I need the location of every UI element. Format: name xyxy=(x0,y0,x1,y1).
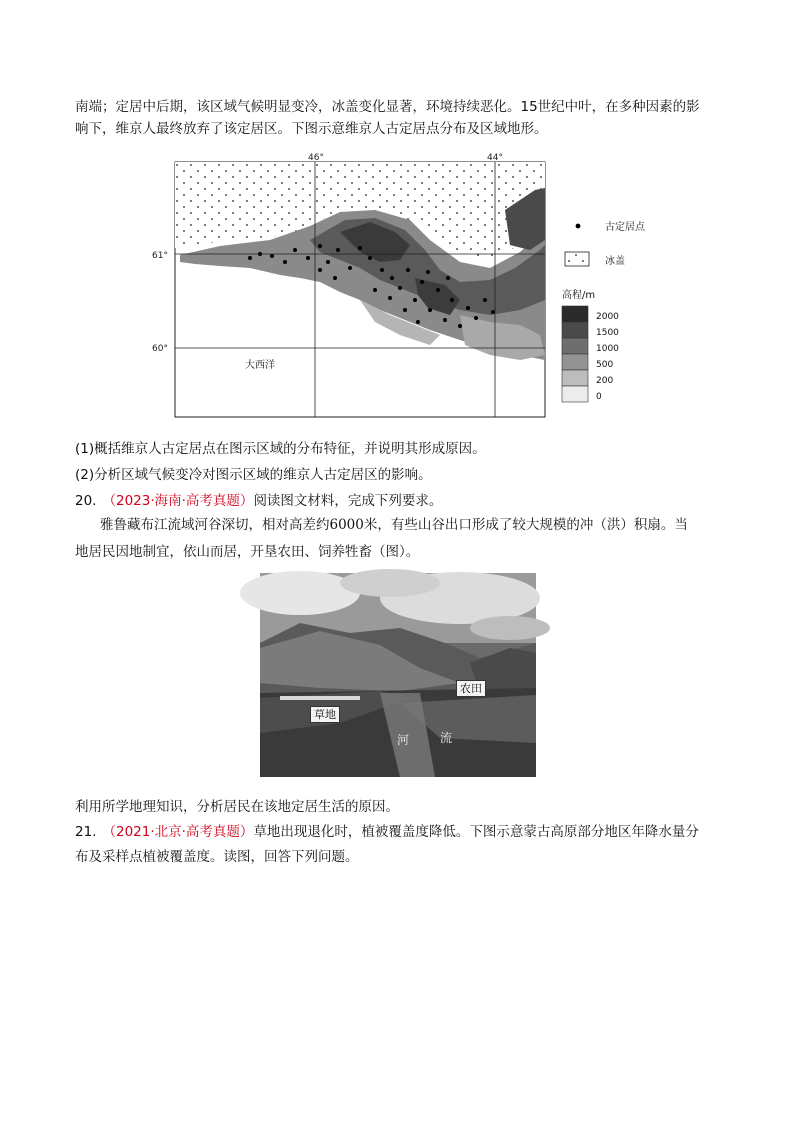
elevation-band xyxy=(562,338,588,354)
question-21-header xyxy=(75,820,699,840)
elevation-value-label: 500 xyxy=(596,360,614,370)
intro-line-2: 响下，维京人最终放弃了该定居区。下图示意维京人古定居点分布及区域地形。 xyxy=(75,121,548,137)
lon-label-44: 44° xyxy=(487,153,503,163)
lat-label-61: 61° xyxy=(152,251,168,261)
elevation-scale-labels xyxy=(596,312,619,402)
elevation-value-label: 1000 xyxy=(596,344,619,354)
viking-settlement-map xyxy=(152,150,645,420)
elevation-band xyxy=(562,322,588,338)
legend-settlement-symbol xyxy=(576,224,581,229)
elevation-value-label: 1500 xyxy=(596,328,619,338)
photo-label-river-1: 河 xyxy=(397,733,410,747)
photo-label-river-2: 流 xyxy=(440,731,453,745)
elevation-value-label: 2000 xyxy=(596,312,619,322)
intro-line-1: 南端；定居中后期，该区域气候明显变冷，冰盖变化显著，环境持续恶化。15世纪中叶，在多种因素的影 xyxy=(75,99,700,115)
elevation-band xyxy=(562,354,588,370)
question-19-part-2: (2)分析区域气候变冷对图示区域的维京人古定居区的影响。 xyxy=(75,467,432,483)
elevation-band xyxy=(562,306,588,322)
elevation-value-label: 200 xyxy=(596,376,614,386)
elevation-band xyxy=(562,370,588,386)
question-20-material-line-1: 雅鲁藏布江流域河谷深切，相对高差约6000米，有些山谷出口形成了较大规模的冲（洪）积扇。当 xyxy=(100,517,688,533)
elevation-band xyxy=(562,386,588,402)
question-21-source: （2021·北京·高考真题） xyxy=(102,824,254,840)
question-20-ask: 利用所学地理知识，分析居民在该地定居生活的原因。 xyxy=(75,799,399,815)
question-20-number: 20. xyxy=(75,493,97,509)
sea-label: 大西洋 xyxy=(245,360,275,371)
question-19-part-1: (1)概括维京人古定居点在图示区域的分布特征，并说明其形成原因。 xyxy=(75,441,486,457)
elevation-value-label: 0 xyxy=(596,392,602,402)
valley-photo xyxy=(260,573,536,777)
question-21-line-2: 布及采样点植被覆盖度。读图，回答下列问题。 xyxy=(75,849,359,865)
photo-label-farmland: 农田 xyxy=(456,680,486,697)
legend-elevation-title: 高程/m xyxy=(562,290,596,301)
photo-label-grassland: 草地 xyxy=(310,706,340,723)
question-20-material-line-2: 地居民因地制宜，依山而居，开垦农田、饲养牲畜（图）。 xyxy=(75,544,420,560)
question-20-header xyxy=(75,489,442,509)
legend-ice-symbol xyxy=(565,252,589,266)
question-20-text: 阅读图文材料，完成下列要求。 xyxy=(253,493,443,509)
map-legend xyxy=(562,220,646,402)
question-21-number: 21. xyxy=(75,824,97,840)
legend-settlement-label: 古定居点 xyxy=(605,222,645,233)
elevation-scale xyxy=(562,306,588,402)
lat-label-60: 60° xyxy=(152,344,168,354)
legend-ice-label: 冰盖 xyxy=(605,256,625,267)
intro-paragraph xyxy=(75,96,735,140)
question-21-text: 草地出现退化时，植被覆盖度降低。下图示意蒙古高原部分地区年降水量分 xyxy=(253,824,699,840)
lon-label-46: 46° xyxy=(308,153,324,163)
question-20-source: （2023·海南·高考真题） xyxy=(102,493,254,509)
